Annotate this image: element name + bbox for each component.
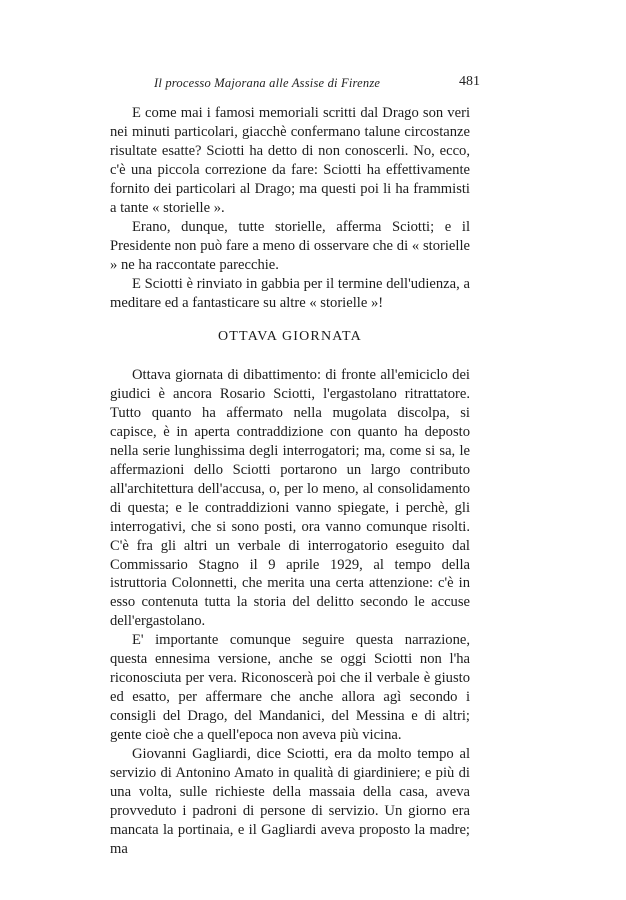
section-heading: OTTAVA GIORNATA <box>218 329 362 344</box>
paragraph: Giovanni Gagliardi, dice Sciotti, era da molto tempo al servizio di Antonino Amato in qualità di giardiniere; e più di una volta, sulle richieste della massaia della casa, aveva provveduto i padroni di persone di servizio. Un giorno era mancata la portinaia, e il Gagliardi aveva proposto la madre; ma <box>110 746 470 857</box>
running-title: Il processo Majorana alle Assise di Firenze <box>154 76 381 90</box>
body-text-bottom <box>110 366 470 859</box>
paragraph: E come mai i famosi memoriali scritti dal Drago son veri nei minuti particolari, giacchè confermano talune circostanze risultate esatte? Sciotti ha detto di non conoscerli. No, ecco, c'è una piccola correzione da fare: Sciotti ha effettivamente fornito dei particolari al Drago; ma questi poi li ha frammisti a tante « storielle ». <box>110 105 470 216</box>
page-number: 481 <box>459 74 480 89</box>
paragraph: Erano, dunque, tutte storielle, afferma Sciotti; e il Presidente non può fare a meno di osservare che di « storielle » ne ha raccontate parecchie. <box>110 218 470 273</box>
running-header <box>108 72 490 96</box>
paragraph: Ottava giornata di dibattimento: di fronte all'emiciclo dei giudici è ancora Rosario Sciotti, l'ergastolano ritrattatore. Tutto quanto ha affermato nella mugolata discolpa, si capisce, è in aperta contraddizione con quanto ha deposto nella serie lunghissima degli interrogatori; ma, come si sa, le affermazioni dello Sciotti portarono un largo contributo all'architettura dell'accusa, o, per lo meno, al consolidamento di questa; e le contraddizioni vanno spiegate, i perchè, gli interrogativi, che si sono posti, ora vanno comunque risolti. C'è fra gli altri un verbale di interrogatorio eseguito dal Commissario Stagno il 9 aprile 1929, al tempo della istruttoria Colonnetti, che merita una certa attenzione: c'è in esso contenuta tutta la storia del delitto secondo le accuse dell'ergastolano. <box>110 367 470 630</box>
paragraph: E Sciotti è rinviato in gabbia per il termine dell'udienza, a meditare ed a fantasticare su altre « storielle »! <box>110 275 470 311</box>
body-text-top <box>110 104 470 312</box>
paragraph: E' importante comunque seguire questa narrazione, questa ennesima versione, anche se oggi Sciotti non l'ha riconosciuta per vera. Riconoscerà poi che il verbale è giusto ed esatto, per affermare che anche allora agì secondo i consigli del Drago, del Mandanici, del Messina e di altri; gente cioè che a quell'epoca non aveva più vicina. <box>110 632 470 744</box>
